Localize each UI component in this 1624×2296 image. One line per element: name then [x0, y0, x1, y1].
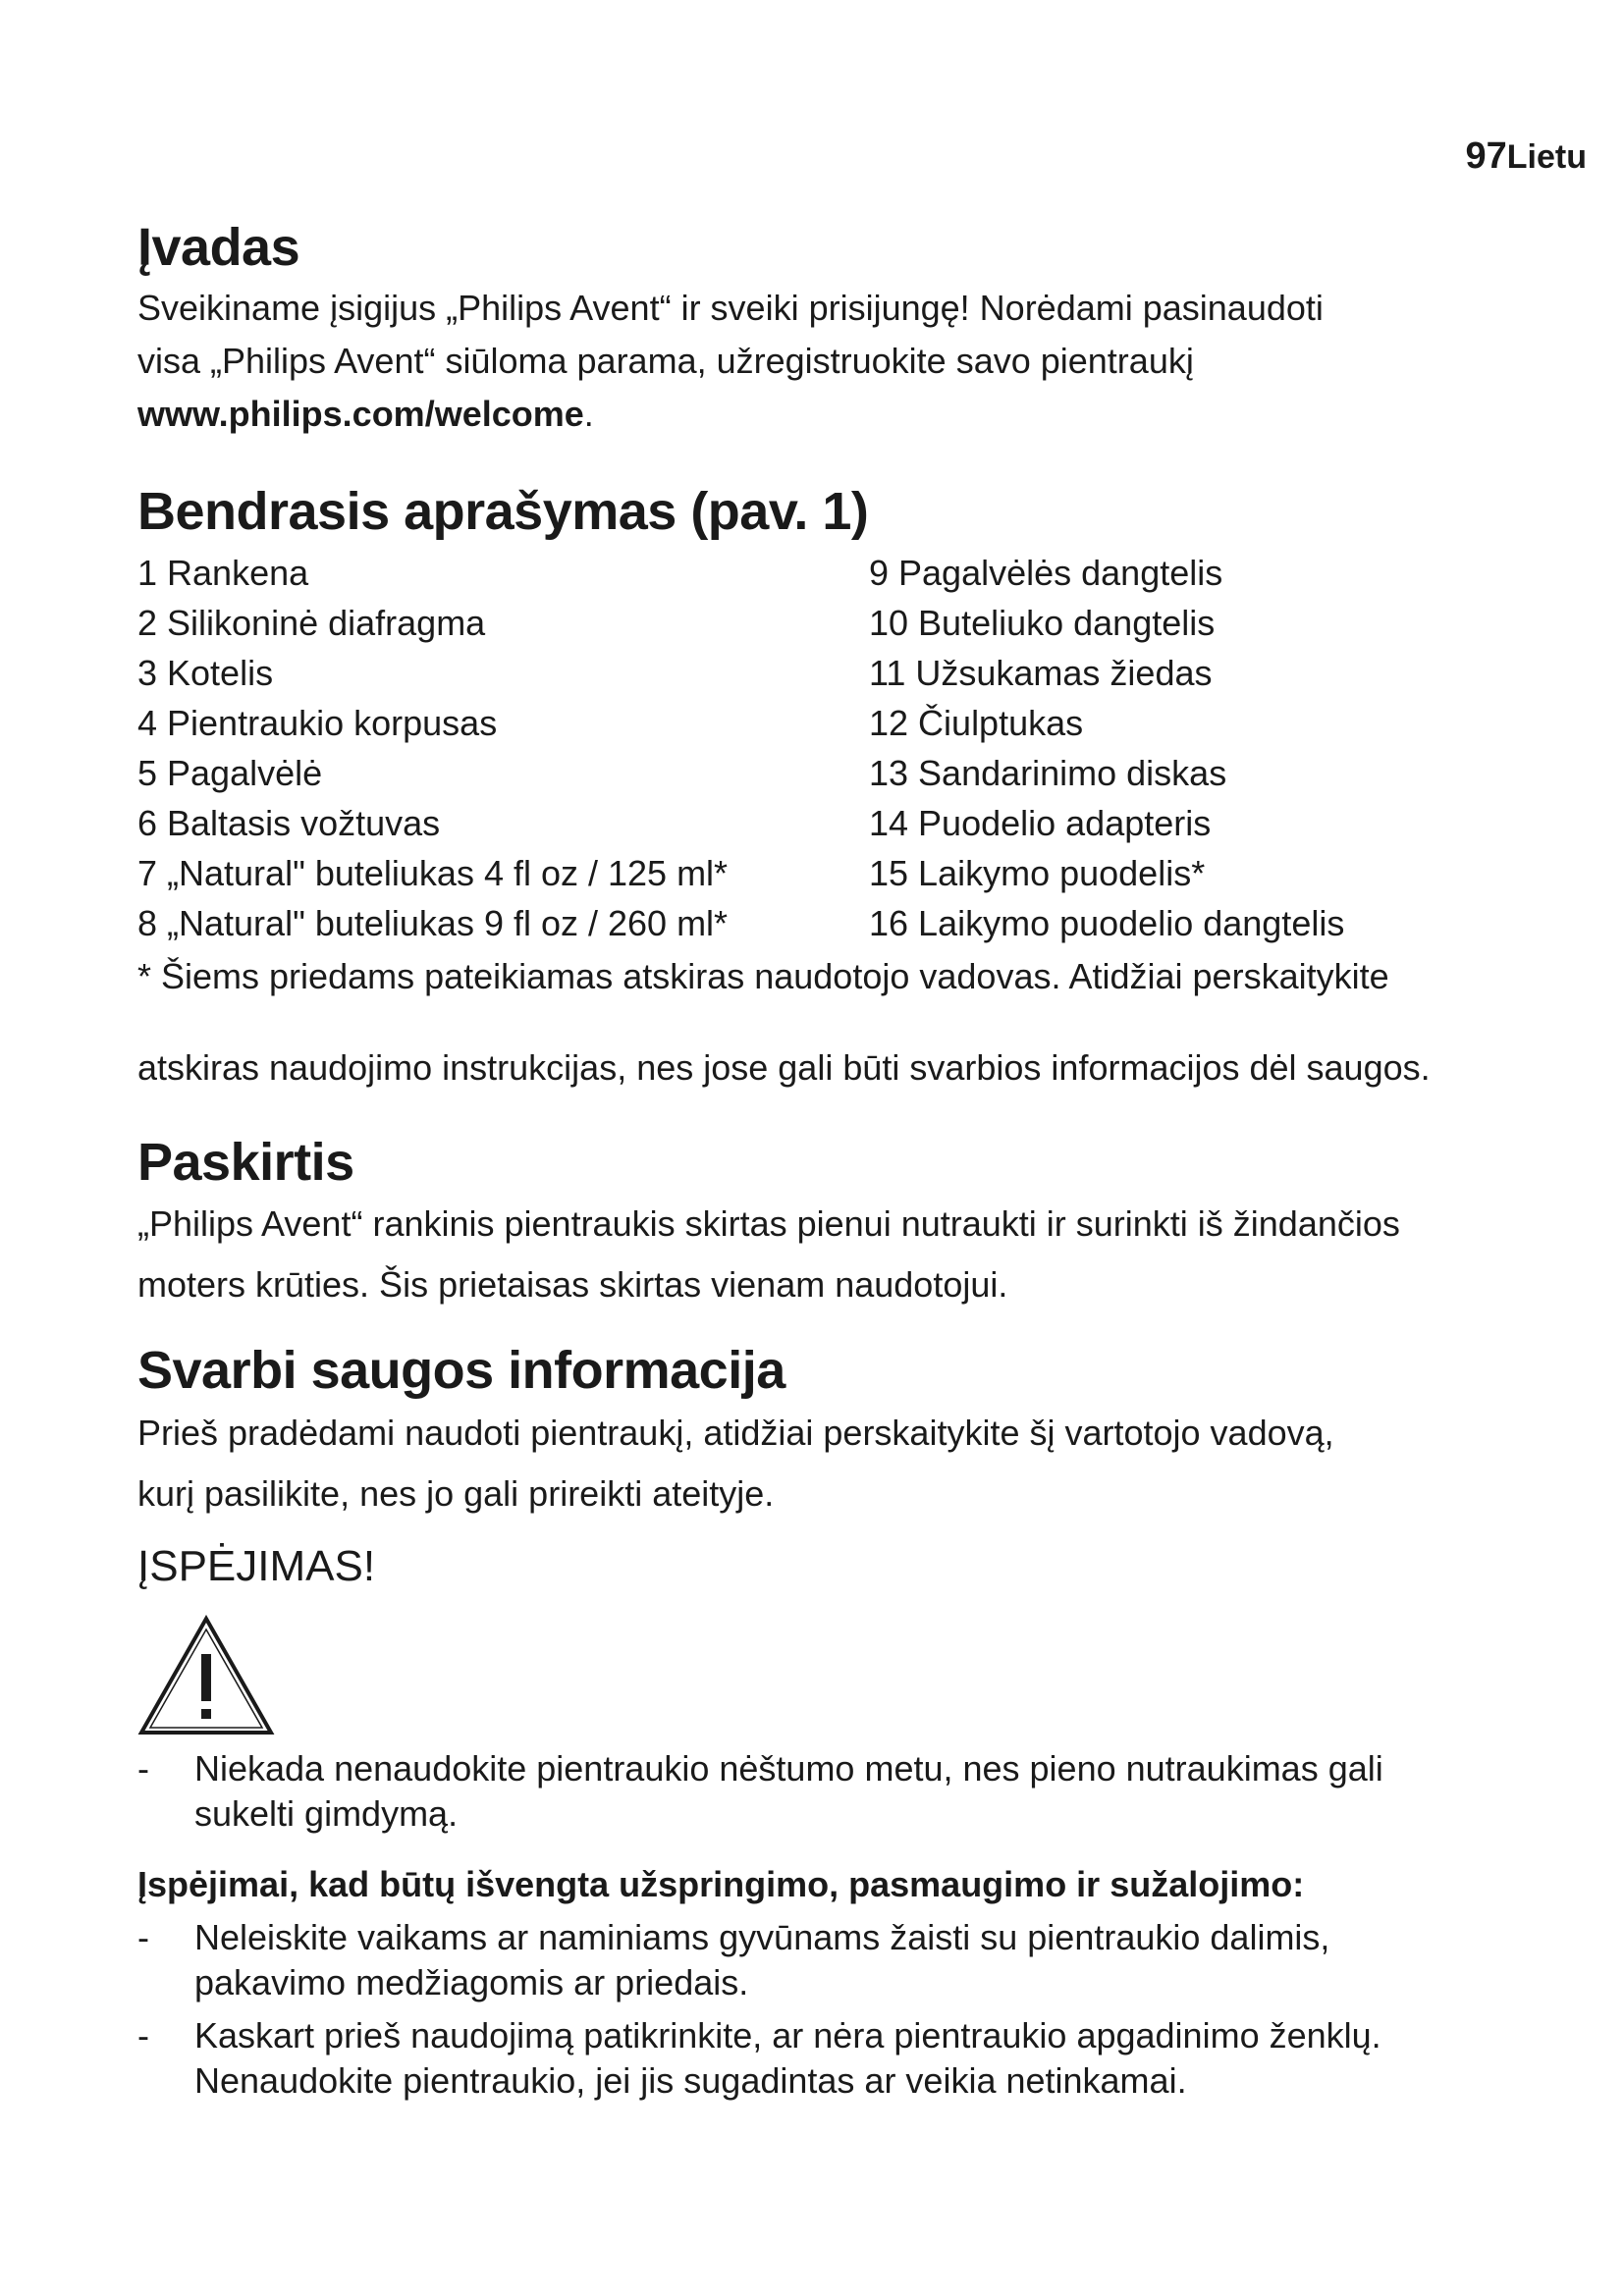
warning-heading: ĮSPĖJIMAS!: [137, 1542, 376, 1591]
part-item: 4 Pientraukio korpusas: [137, 702, 498, 743]
part-item: 15 Laikymo puodelis*: [869, 852, 1206, 893]
bullet-2-line-1: Kaskart prieš naudojimą patikrinkite, ar nėra pientraukio apgadinimo ženklų.: [194, 2015, 1381, 2056]
welcome-link[interactable]: www.philips.com/welcome: [137, 393, 584, 434]
warning-bullet-line-1: Niekada nenaudokite pientraukio nėštumo metu, nes pieno nutraukimas gali: [194, 1748, 1383, 1789]
intro-line-1: Sveikiname įsigijus „Philips Avent“ ir sveiki prisijungę! Norėdami pasinaudoti: [137, 287, 1324, 328]
link-suffix: .: [583, 393, 594, 434]
choking-warnings-heading: Įspėjimai, kad būtų išvengta užspringimo, pasmaugimo ir sužalojimo:: [137, 1864, 1305, 1905]
part-item: 14 Puodelio adapteris: [869, 802, 1212, 843]
safety-line-1: Prieš pradėdami naudoti pientraukį, atidžiai perskaitykite šį vartotojo vadovą,: [137, 1413, 1334, 1454]
bullet-1-line-1: Neleiskite vaikams ar naminiams gyvūnams žaisti su pientraukio dalimis,: [194, 1917, 1330, 1958]
part-item: 9 Pagalvėlės dangtelis: [869, 552, 1223, 593]
part-item: 3 Kotelis: [137, 652, 274, 693]
part-item: 7 „Natural" buteliukas 4 fl oz / 125 ml*: [137, 852, 729, 893]
section-intro: [137, 216, 1512, 441]
section-title-safety: Svarbi saugos informacija: [137, 1341, 785, 1401]
list-item: [137, 1915, 1512, 2005]
section-title-purpose: Paskirtis: [137, 1132, 354, 1192]
list-item: [137, 2013, 1512, 2104]
section-title-intro: Įvadas: [137, 218, 300, 277]
section-overview: [137, 480, 1512, 1095]
bullet-dash: -: [137, 2015, 149, 2056]
part-item: 12 Čiulptukas: [869, 702, 1084, 743]
section-safety: [137, 1339, 1512, 2104]
part-item: 10 Buteliuko dangtelis: [869, 602, 1216, 643]
part-item: 11 Užsukamas žiedas: [869, 652, 1213, 693]
part-item: 6 Baltasis vožtuvas: [137, 802, 441, 843]
intro-line-3: [137, 388, 1512, 441]
part-item: 2 Silikoninė diafragma: [137, 602, 486, 643]
warning-bullet: [137, 1746, 1512, 1837]
language-label: Lietu: [1506, 138, 1587, 176]
part-item: 1 Rankena: [137, 552, 309, 593]
part-item: 13 Sandarinimo diskas: [869, 752, 1227, 793]
warning-bullet-line-2: sukelti gimdymą.: [194, 1793, 459, 1835]
part-item: 5 Pagalvėlė: [137, 752, 323, 793]
bullet-2-line-2: Nenaudokite pientraukio, jei jis sugadintas ar veikia netinkamai.: [194, 2060, 1187, 2102]
footnote-line-1: * Šiems priedams pateikiamas atskiras naudotojo vadovas. Atidžiai perskaitykite: [137, 955, 1389, 996]
purpose-line-1: „Philips Avent“ rankinis pientraukis skirtas pienui nutraukti ir surinkti iš žindančios: [137, 1203, 1400, 1245]
parts-list: [137, 548, 1512, 948]
section-title-overview: Bendrasis aprašymas (pav. 1): [137, 481, 869, 541]
bullet-dash: -: [137, 1748, 149, 1789]
warning-triangle-icon: [137, 1615, 275, 1736]
page-header: [1466, 135, 1588, 178]
purpose-line-2: moters krūties. Šis prietaisas skirtas vienam naudotojui.: [137, 1264, 1008, 1306]
page-number: 97: [1465, 135, 1507, 177]
bullet-1-line-2: pakavimo medžiagomis ar priedais.: [194, 1962, 749, 2003]
bullet-dash: -: [137, 1917, 149, 1958]
section-purpose: [137, 1131, 1512, 1316]
part-item: 8 „Natural" buteliukas 9 fl oz / 260 ml*: [137, 902, 729, 943]
footnote-line-2: atskiras naudojimo instrukcijas, nes jose gali būti svarbios informacijos dėl saugos.: [137, 1046, 1431, 1088]
document-body: [137, 216, 1512, 2104]
safety-line-2: kurį pasilikite, nes jo gali prireikti ateityje.: [137, 1473, 775, 1515]
intro-line-2: visa „Philips Avent“ siūloma parama, užregistruokite savo pientraukį: [137, 340, 1194, 381]
part-item: 16 Laikymo puodelio dangtelis: [869, 902, 1345, 943]
